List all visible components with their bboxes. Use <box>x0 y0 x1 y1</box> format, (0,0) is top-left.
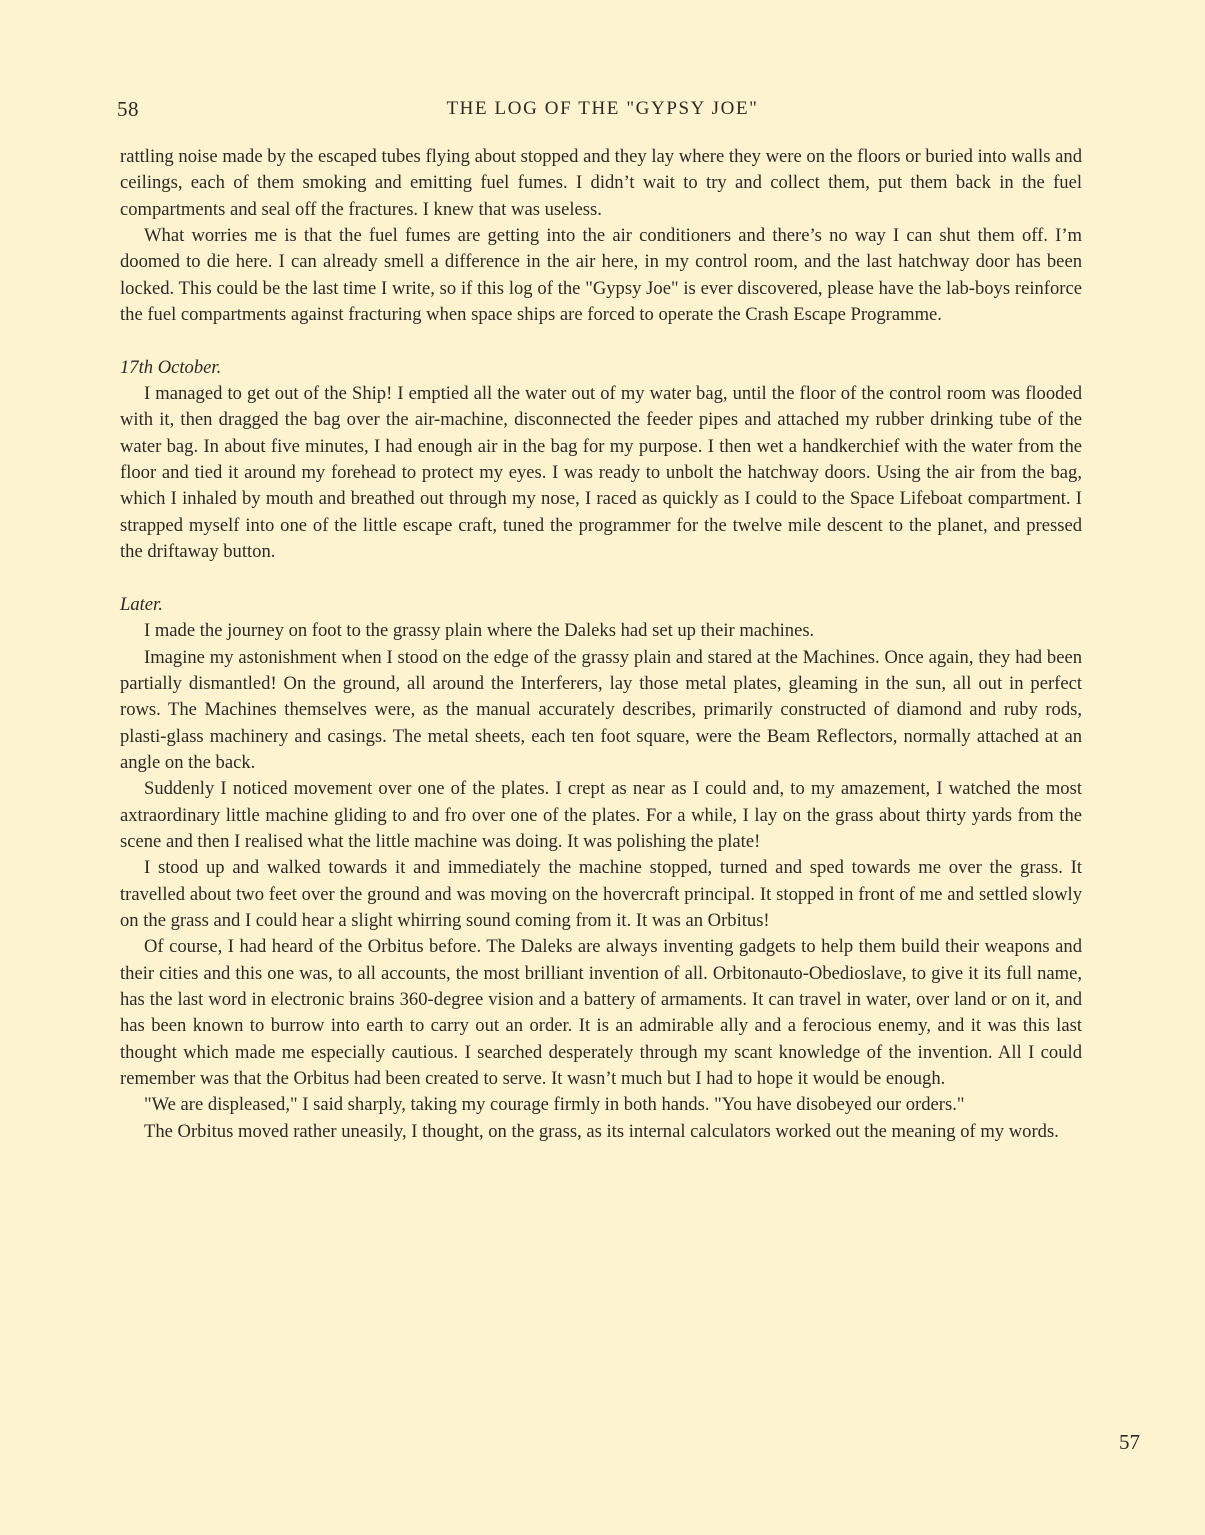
section-gap <box>120 566 1082 592</box>
paragraph: I made the journey on foot to the grassy plain where the Daleks had set up their machines. <box>144 620 815 642</box>
paragraph: "We are displeased," I said sharply, taking my courage firmly in both hands. "You have disobeyed our orders." <box>144 1094 965 1116</box>
paragraph: The Orbitus moved rather uneasily, I thought, on the grass, as its internal calculators worked out the meaning of my words. <box>144 1120 1059 1142</box>
paragraph: Of course, I had heard of the Orbitus before. The Daleks are always inventing gadgets to help them build their weapons and their cities and this one was, to all accounts, the most brilliant invention of all. Orbitonauto-Obedioslave, to give it its full name, has the last word in electronic brains 360-degree vision and a battery of armaments. It can travel in water, over land or on it, and has been known to burrow into earth to carry out an order. It is an admirable ally and a ferocious enemy, and it was this last thought which made me especially cautious. I searched desperately through my scant knowledge of the invention. All I could remember was that the Orbitus had been created to serve. It wasn’t much but I had to hope it would be enough. <box>120 936 1082 1090</box>
paragraph: I managed to get out of the Ship! I emptied all the water out of my water bag, until the floor of the control room was flooded with it, then dragged the bag over the air-machine, disconnected the feeder pipes and attached my rubber drinking tube of the water bag. In about five minutes, I had enough air in the bag for my purpose. I then wet a handkerchief with the water from the floor and tied it around my forehead to protect my eyes. I was ready to unbolt the hatchway doors. Using the air from the bag, which I inhaled by mouth and breathed out through my nose, I raced as quickly as I could to the Space Lifeboat compartment. I strapped myself into one of the little escape craft, tuned the programmer for the twelve mile descent to the planet, and pressed the driftaway button. <box>120 383 1082 563</box>
body-text <box>120 144 1082 1145</box>
section-gap <box>120 328 1082 354</box>
paragraph: Suddenly I noticed movement over one of the plates. I crept as near as I could and, to my amazement, I watched the most axtraordinary little machine gliding to and fro over one of the plates. For a while, I lay on the grass about thirty yards from the scene and then I realised what the little machine was doing. It was polishing the plate! <box>120 778 1082 852</box>
paragraph: rattling noise made by the escaped tubes flying about stopped and they lay where they were on the floors or buried into walls and ceilings, each of them smoking and emitting fuel fumes. I didn’t wait to try and collect them, put them back in the fuel compartments and seal off the fractures. I knew that was useless. <box>120 146 1082 220</box>
paragraph: What worries me is that the fuel fumes are getting into the air conditioners and there’s no way I can shut them off. I’m doomed to die here. I can already smell a difference in the air here, in my control room, and the last hatchway door has been locked. This could be the last time I write, so if this log of the "Gypsy Joe" is ever discovered, please have the lab-boys reinforce the fuel compartments against fracturing when space ships are forced to operate the Crash Escape Programme. <box>120 225 1082 326</box>
paragraph: Imagine my astonishment when I stood on the edge of the grassy plain and stared at the Machines. Once again, they had been partially dismantled! On the ground, all around the Interferers, lay those metal plates, gleaming in the sun, all out in perfect rows. The Machines themselves were, as the manual accurately describes, primarily constructed of diamond and ruby rods, plasti-glass machinery and casings. The metal sheets, each ten foot square, were the Beam Reflectors, normally attached at an angle on the back. <box>120 646 1082 773</box>
entry-heading-later: Later. <box>120 593 163 615</box>
running-head <box>0 98 1205 120</box>
page-number-top: 58 <box>117 97 139 121</box>
running-head-text: THE LOG OF THE "GYPSY JOE" <box>446 98 759 119</box>
entry-heading-17th-october: 17th October. <box>120 356 222 378</box>
paragraph: I stood up and walked towards it and immediately the machine stopped, turned and sped towards me over the grass. It travelled about two feet over the ground and was moving on the hovercraft principal. It stopped in front of me and settled slowly on the grass and I could hear a slight whirring sound coming from it. It was an Orbitus! <box>120 857 1082 931</box>
page-number-bottom: 57 <box>1119 1430 1140 1454</box>
